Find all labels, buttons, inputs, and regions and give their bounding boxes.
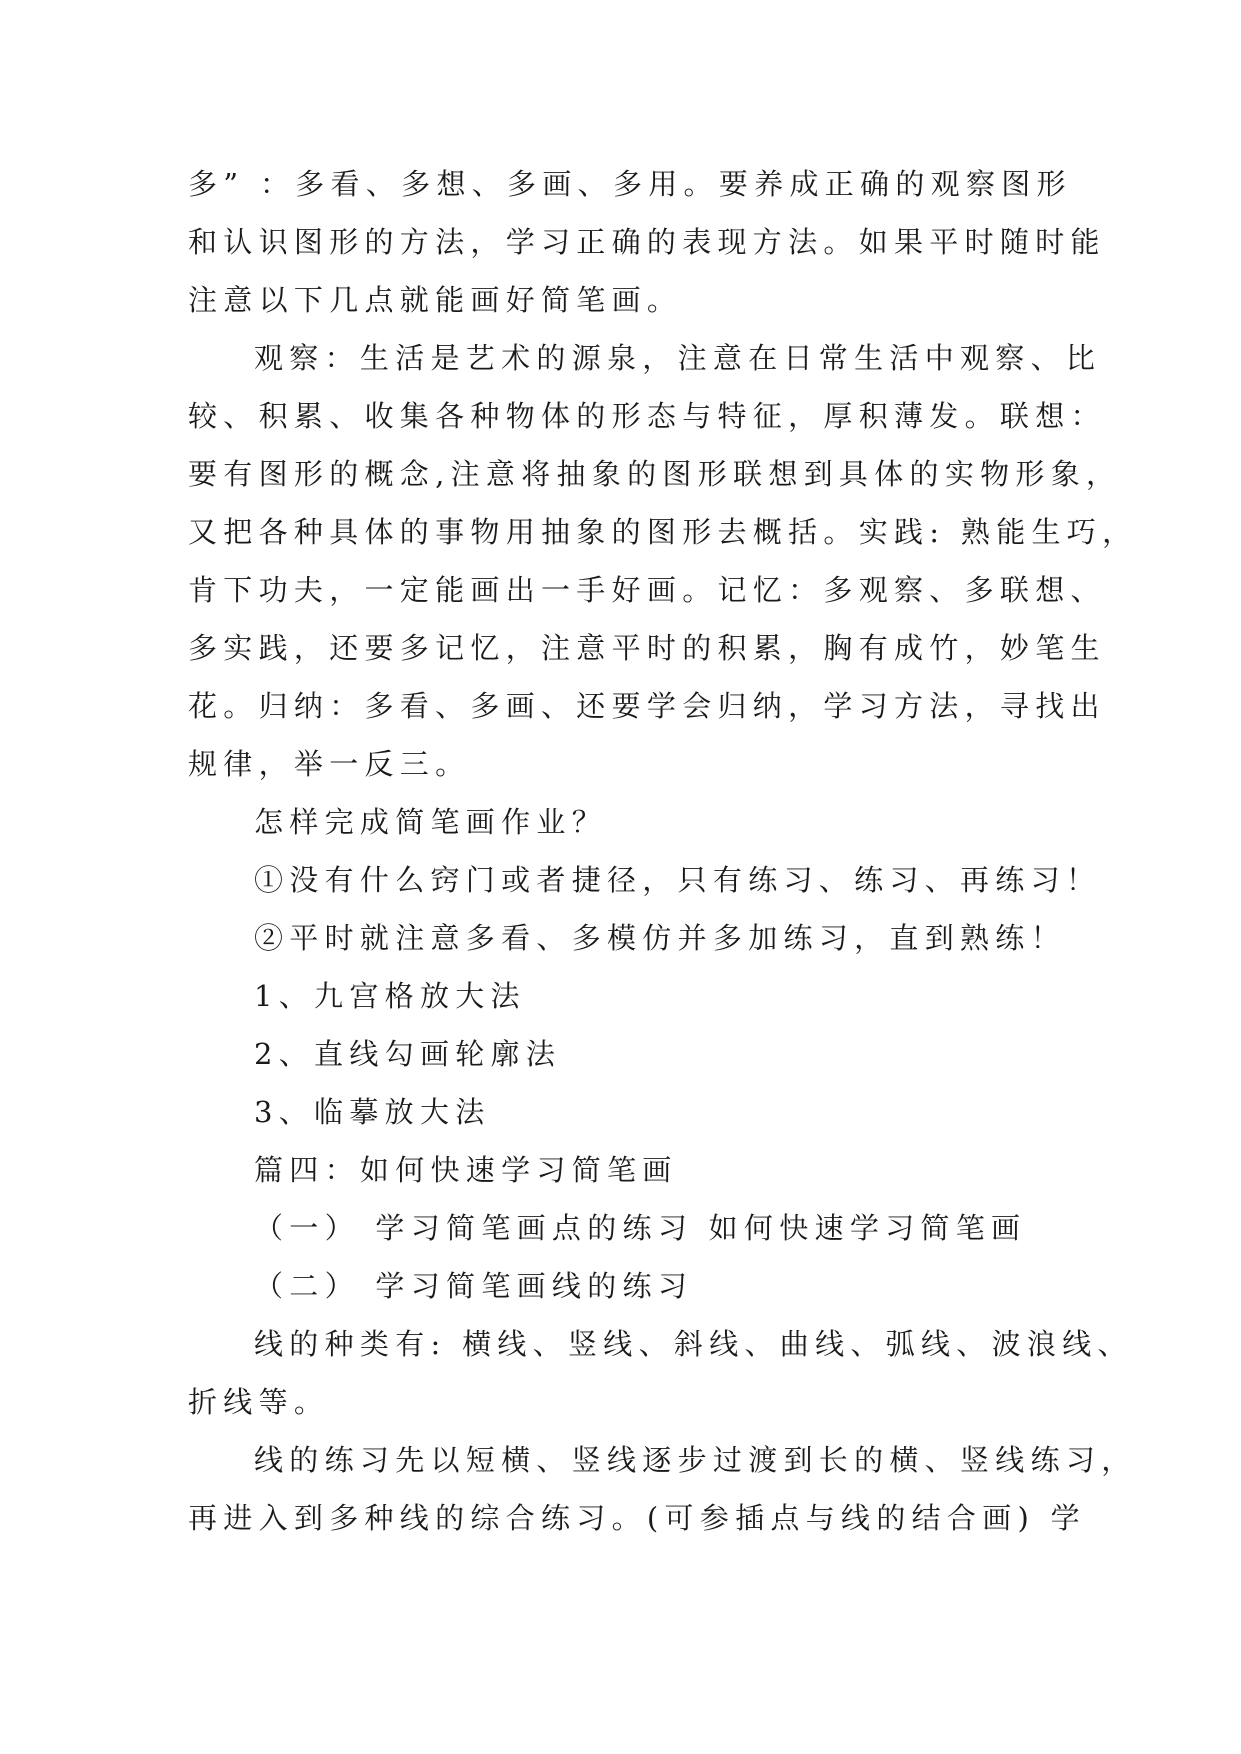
body-text-line: 较、积累、收集各种物体的形态与特征，厚积薄发。联想： bbox=[188, 399, 1106, 433]
document-page bbox=[188, 155, 1138, 1547]
body-text-line: 注意以下几点就能画好简笔画。 bbox=[188, 283, 683, 317]
method-item-1: 1、九宫格放大法 bbox=[254, 979, 526, 1013]
body-text-line: 规律，举一反三。 bbox=[188, 747, 471, 781]
paragraph-start-line: 线的种类有: 横线、竖线、斜线、曲线、弧线、波浪线、 bbox=[254, 1327, 1133, 1361]
body-text-line: 花。归纳：多看、多画、还要学会归纳，学习方法，寻找出 bbox=[188, 689, 1106, 723]
body-text-line: 再进入到多种线的综合练习。(可参插点与线的结合画) 学 bbox=[188, 1501, 1086, 1535]
body-text-line: 折线等。 bbox=[188, 1385, 330, 1419]
paragraph-start-line: 观察：生活是艺术的源泉，注意在日常生活中观察、比 bbox=[254, 341, 1102, 375]
subsection-2: （二） 学习简笔画线的练习 bbox=[254, 1269, 694, 1303]
body-text-line: 多” ：多看、多想、多画、多用。要养成正确的观察图形 bbox=[188, 167, 1072, 201]
tip-item-2: ②平时就注意多看、多模仿并多加练习，直到熟练！ bbox=[254, 921, 1066, 955]
tip-item-1: ①没有什么窍门或者捷径，只有练习、练习、再练习！ bbox=[254, 863, 1102, 897]
body-text-line: 又把各种具体的事物用抽象的图形去概括。实践: 熟能生巧， bbox=[188, 515, 1138, 549]
method-item-3: 3、临摹放大法 bbox=[254, 1095, 491, 1129]
body-text-line: 多实践，还要多记忆，注意平时的积累，胸有成竹，妙笔生 bbox=[188, 631, 1106, 665]
body-text-line: 和认识图形的方法，学习正确的表现方法。如果平时随时能 bbox=[188, 225, 1106, 259]
subsection-1: （一） 学习简笔画点的练习 如何快速学习简笔画 bbox=[254, 1211, 1027, 1245]
question-heading: 怎样完成简笔画作业？ bbox=[254, 805, 608, 839]
body-text-line: 要有图形的概念,注意将抽象的图形联想到具体的实物形象， bbox=[188, 457, 1122, 491]
method-item-2: 2、直线勾画轮廓法 bbox=[254, 1037, 562, 1071]
section-heading: 篇四：如何快速学习简笔画 bbox=[254, 1153, 678, 1187]
body-text-line: 肯下功夫，一定能画出一手好画。记忆：多观察、多联想、 bbox=[188, 573, 1106, 607]
paragraph-start-line: 线的练习先以短横、竖线逐步过渡到长的横、竖线练习， bbox=[254, 1443, 1137, 1477]
